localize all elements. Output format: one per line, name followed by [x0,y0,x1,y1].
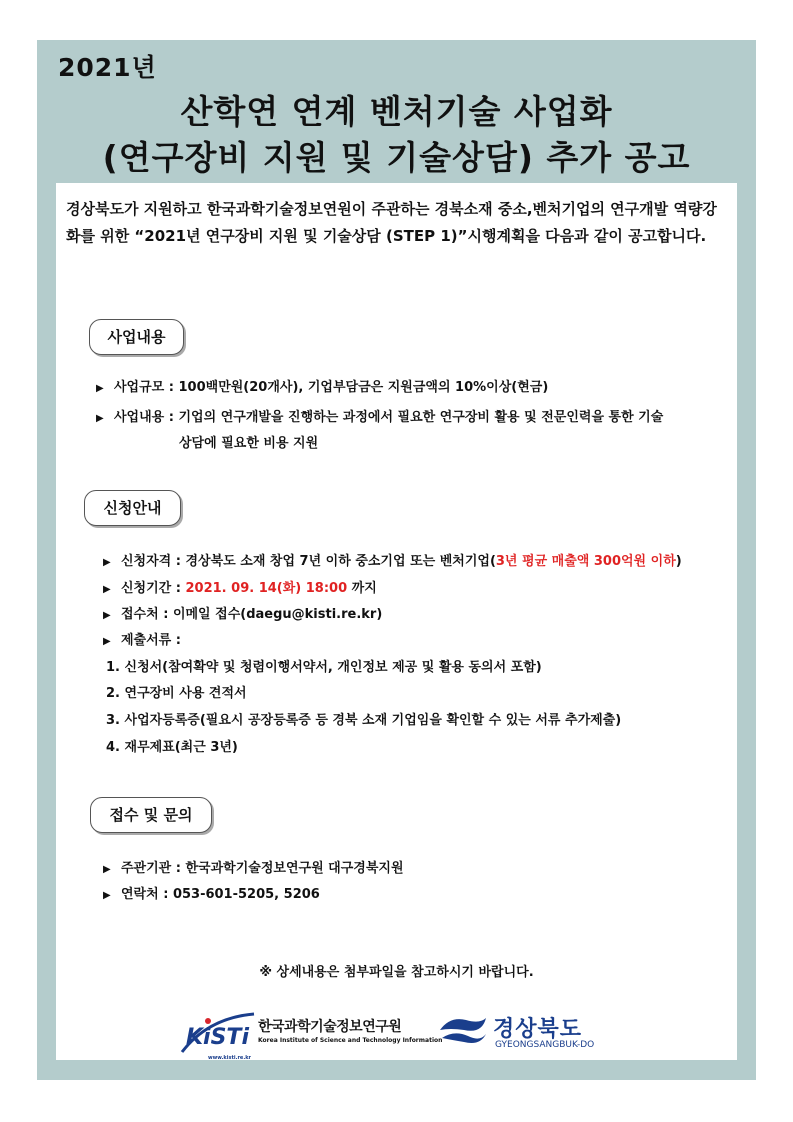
kisti-subtitle: Korea Institute of Science and Technology Information [258,1037,443,1044]
docs-row [103,629,181,648]
period-value: 2021. 09. 14(화) 18:00 [185,581,348,596]
content-label: 사업내용 : [114,410,174,425]
year-label: 2021년 [58,53,157,82]
scale-label: 사업규모 : [114,380,174,395]
contact-label: 접수처 : [121,607,169,622]
kisti-name: 한국과학기술정보연구원 [258,1019,402,1035]
content-value-line1: 기업의 연구개발을 진행하는 과정에서 필요한 연구장비 활용 및 전문인력을 통한 기술 [178,410,664,425]
title-line-1: 산학연 연계 벤처기술 사업화 [180,92,613,131]
arrow-icon: ▶ [103,610,111,621]
qualification-row [103,550,682,569]
business-scale-row [96,376,548,395]
arrow-icon: ▶ [96,383,104,394]
kisti-url: www.kisti.re.kr [208,1055,252,1061]
contact-row [103,603,382,622]
doc-item: 4. 재무제표(최근 3년) [106,740,238,755]
org-label: 주관기관 : [121,861,181,876]
tel-row [103,883,320,902]
tel-label: 연락처 : [121,887,169,902]
kisti-logo [178,1008,258,1060]
svg-text:KiSTi: KiSTi [186,1025,249,1050]
content-value-line2: 상담에 필요한 비용 지원 [179,436,319,451]
arrow-icon: ▶ [103,864,111,875]
gyeongbuk-subtitle: GYEONGSANGBUK-DO [495,1040,595,1050]
section-heading-business: 사업내용 [89,319,184,355]
period-suffix: 까지 [351,581,377,596]
title-line-2: (연구장비 지원 및 기술상담) 추가 공고 [102,138,691,177]
docs-label: 제출서류 : [121,633,181,648]
arrow-icon: ▶ [103,557,111,568]
qualification-close: ) [675,554,682,569]
period-label: 신청기간 : [121,581,181,596]
scale-value: 100백만원(20개사), 기업부담금은 지원금액의 10%이상(현금) [178,380,549,395]
arrow-icon: ▶ [96,413,104,424]
qualification-highlight: 3년 평균 매출액 300억원 이하 [495,554,676,569]
doc-item: 2. 연구장비 사용 견적서 [106,686,247,701]
qualification-value: 경상북도 소재 창업 7년 이하 중소기업 또는 벤처기업( [185,554,496,569]
contact-value: 이메일 접수(daegu@kisti.re.kr) [172,607,383,622]
section-heading-application: 신청안내 [84,490,181,526]
arrow-icon: ▶ [103,636,111,647]
gyeongbuk-name: 경상북도 [493,1017,583,1042]
gyeongbuk-logo [436,1012,490,1048]
doc-item: 1. 신청서(참여확약 및 청렴이행서약서, 개인정보 제공 및 활용 동의서 포함) [106,660,542,675]
arrow-icon: ▶ [103,890,111,901]
arrow-icon: ▶ [103,584,111,595]
intro-paragraph: 경상북도가 지원하고 한국과학기술정보연원이 주관하는 경북소재 중소,벤처기업의 연구개발 역량강화를 위한 “2021년 연구장비 지원 및 기술상담 (STEP 1)”시행계획을 다음과 같이 공고합니다. [66,200,717,245]
qualification-label: 신청자격 : [121,554,181,569]
footer-note: ※ 상세내용은 첨부파일을 참고하시기 바랍니다. [259,965,534,980]
section-heading-inquiry: 접수 및 문의 [90,797,212,833]
period-row [103,577,377,596]
doc-item: 3. 사업자등록증(필요시 공장등록증 등 경북 소재 기업임을 확인할 수 있는 서류 추가제출) [106,713,622,728]
org-row [103,857,404,876]
org-value: 한국과학기술정보연구원 대구경북지원 [185,861,404,876]
business-content-row [96,406,663,425]
tel-value: 053-601-5205, 5206 [172,887,320,902]
